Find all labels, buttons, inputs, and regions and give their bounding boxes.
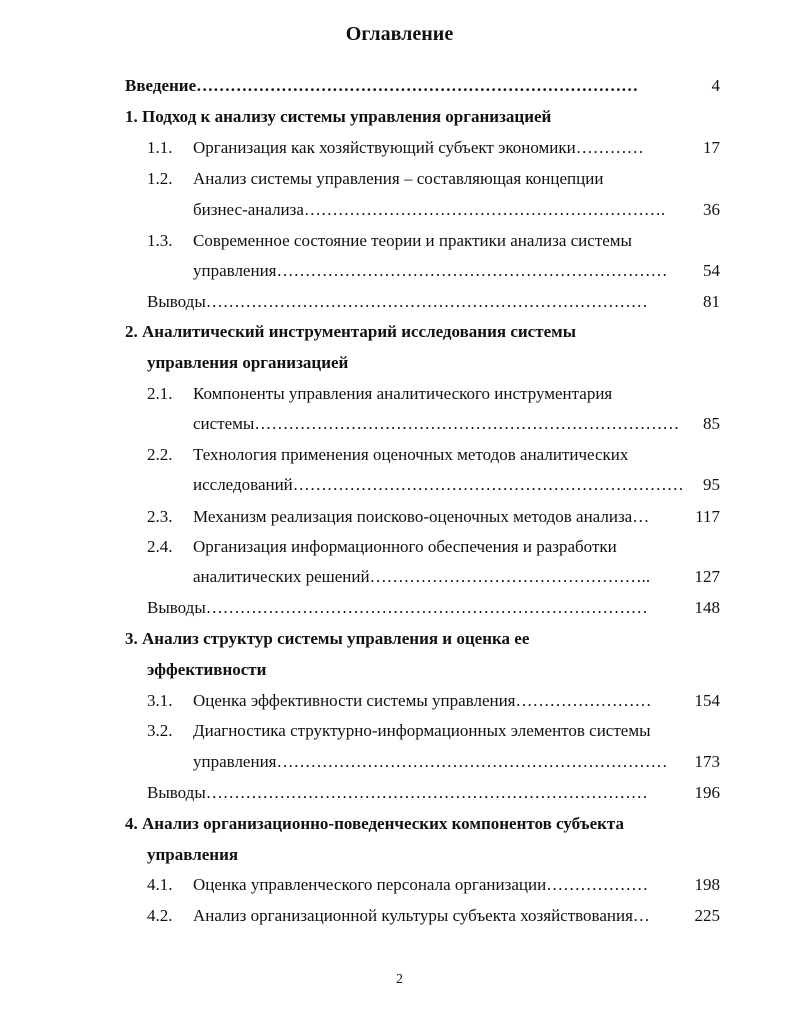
section-number: 1.3.	[147, 231, 173, 250]
section-title-cont: бизнес-анализа……………………………………………………….	[193, 200, 666, 219]
section-title-cont: системы…………………………………………………………………	[193, 414, 680, 433]
section-number: 3.2.	[147, 721, 173, 740]
section-title: Анализ системы управления – составляющая концепции	[193, 169, 604, 188]
section-title: Диагностика структурно-информационных элементов системы	[193, 721, 651, 740]
section-number: 2.2.	[147, 445, 173, 464]
chapter-heading-cont: управления организацией	[147, 353, 349, 372]
toc-page: 95	[703, 475, 720, 494]
section-title-cont: управления……………………………………………………………	[193, 261, 668, 280]
toc-page: 85	[703, 414, 720, 433]
conclusions: Выводы……………………………………………………………………	[147, 292, 648, 311]
toc-page: 225	[694, 906, 720, 925]
page-number: 2	[396, 972, 403, 987]
section-title: Анализ организационной культуры субъекта хозяйствования…	[193, 906, 650, 925]
section-title: Современное состояние теории и практики анализа системы	[193, 231, 632, 250]
section-number: 4.1.	[147, 875, 173, 894]
section-number: 1.2.	[147, 169, 173, 188]
toc-page: 154	[694, 691, 720, 710]
section-title: Оценка управленческого персонала организации………………	[193, 875, 649, 894]
toc-page: 198	[694, 875, 720, 894]
page-title: Оглавление	[345, 23, 454, 45]
section-title: Оценка эффективности системы управления……………………	[193, 691, 652, 710]
toc-page: 127	[694, 567, 720, 586]
section-title: Организация информационного обеспечения и разработки	[193, 537, 617, 556]
chapter-heading: 1. Подход к анализу системы управления организацией	[125, 107, 552, 126]
chapter-heading-cont: управления	[147, 845, 239, 864]
section-number: 1.1.	[147, 138, 173, 157]
section-number: 2.3.	[147, 507, 173, 526]
toc-page: 148	[694, 598, 720, 617]
toc-page: 117	[695, 507, 720, 526]
chapter-heading: 4. Анализ организационно-поведенческих компонентов субъекта	[125, 814, 624, 833]
toc-intro: Введение……………………………………………………………………	[125, 76, 639, 95]
toc-page: 196	[694, 783, 720, 802]
toc-page: 81	[703, 292, 720, 311]
chapter-heading-cont: эффективности	[147, 660, 267, 679]
section-title-cont: аналитических решений…………………………………………..	[193, 567, 651, 586]
section-number: 2.1.	[147, 384, 173, 403]
section-number: 3.1.	[147, 691, 173, 710]
section-title-cont: управления……………………………………………………………	[193, 752, 668, 771]
section-number: 4.2.	[147, 906, 173, 925]
toc-page: 173	[694, 752, 720, 771]
section-number: 2.4.	[147, 537, 173, 556]
section-title: Технология применения оценочных методов аналитических	[193, 445, 629, 464]
section-title: Механизм реализация поисково-оценочных методов анализа…	[193, 507, 650, 526]
conclusions: Выводы……………………………………………………………………	[147, 783, 648, 802]
section-title-cont: исследований……………………………………………………………	[193, 475, 684, 494]
conclusions: Выводы……………………………………………………………………	[147, 598, 648, 617]
chapter-heading: 3. Анализ структур системы управления и оценка ее	[125, 629, 530, 648]
chapter-heading: 2. Аналитический инструментарий исследования системы	[125, 322, 576, 341]
section-title: Организация как хозяйствующий субъект экономики…………	[193, 138, 644, 157]
section-title: Компоненты управления аналитического инструментария	[193, 384, 613, 403]
toc-page: 54	[703, 261, 720, 280]
toc-page: 17	[703, 138, 720, 157]
toc-page: 4	[711, 76, 720, 95]
toc-page: 36	[703, 200, 720, 219]
